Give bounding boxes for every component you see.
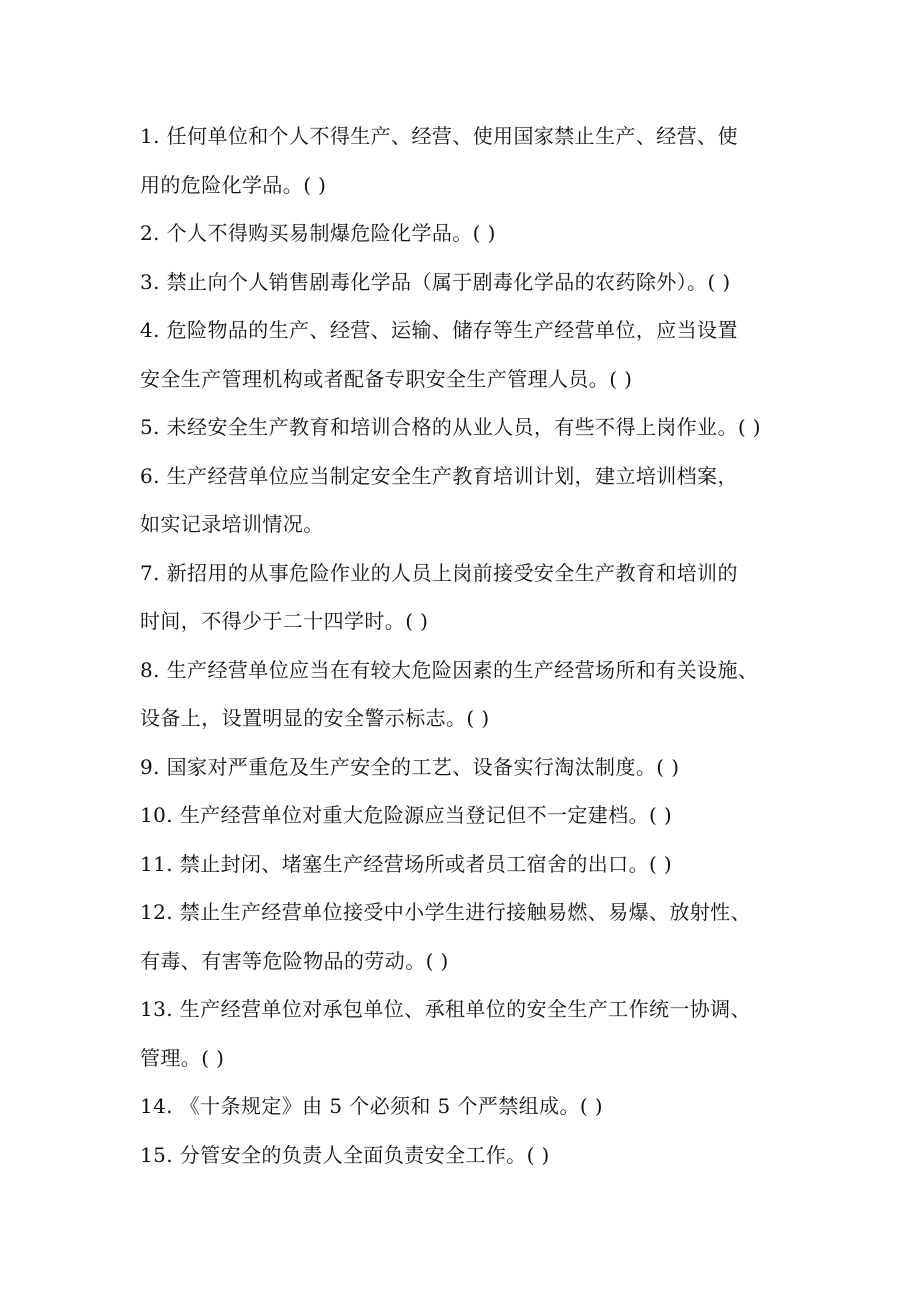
question-12-line-2: 有毒、有害等危险物品的劳动。( ) <box>140 948 449 973</box>
question-12-line-1: 12. 禁止生产经营单位接受中小学生进行接触易燃、易爆、放射性、 <box>140 900 751 924</box>
question-4-line-1: 4. 危险物品的生产、经营、运输、储存等生产经营单位，应当设置 <box>140 318 738 342</box>
question-7-line-2: 时间，不得少于二十四学时。( ) <box>140 609 429 633</box>
question-7-line-1: 7. 新招用的从事危险作业的人员上岗前接受安全生产教育和培训的 <box>140 560 738 585</box>
question-3: 3. 禁止向个人销售剧毒化学品（属于剧毒化学品的农药除外）。( ) <box>140 269 731 294</box>
question-5: 5. 未经安全生产教育和培训合格的从业人员，有些不得上岗作业。( ) <box>140 415 762 439</box>
question-10: 10. 生产经营单位对重大危险源应当登记但不一定建档。( ) <box>140 803 673 827</box>
question-14: 14. 《十条规定》由 5 个必须和 5 个严禁组成。( ) <box>140 1094 604 1118</box>
question-9: 9. 国家对严重危及生产安全的工艺、设备实行淘汰制度。( ) <box>140 754 680 779</box>
question-4-line-2: 安全生产管理机构或者配备专职安全生产管理人员。( ) <box>140 366 633 391</box>
question-1-line-1: 1. 任何单位和个人不得生产、经营、使用国家禁止生产、经营、使 <box>140 124 738 148</box>
question-13-line-2: 管理。( ) <box>140 1045 225 1070</box>
question-6-line-1: 6. 生产经营单位应当制定安全生产教育培训计划，建立培训档案， <box>140 463 738 488</box>
question-2: 2. 个人不得购买易制爆危险化学品。( ) <box>140 221 496 245</box>
question-11: 11. 禁止封闭、堵塞生产经营场所或者员工宿舍的出口。( ) <box>140 851 673 876</box>
true-false-question-list <box>140 112 800 1179</box>
question-15: 15. 分管安全的负责人全面负责安全工作。( ) <box>140 1142 550 1167</box>
question-8-line-2: 设备上，设置明显的安全警示标志。( ) <box>140 706 490 730</box>
question-8-line-1: 8. 生产经营单位应当在有较大危险因素的生产经营场所和有关设施、 <box>140 657 759 682</box>
question-13-line-1: 13. 生产经营单位对承包单位、承租单位的安全生产工作统一协调、 <box>140 997 751 1021</box>
question-1-line-2: 用的危险化学品。( ) <box>140 172 327 197</box>
question-6-line-2: 如实记录培训情况。 <box>140 512 324 536</box>
